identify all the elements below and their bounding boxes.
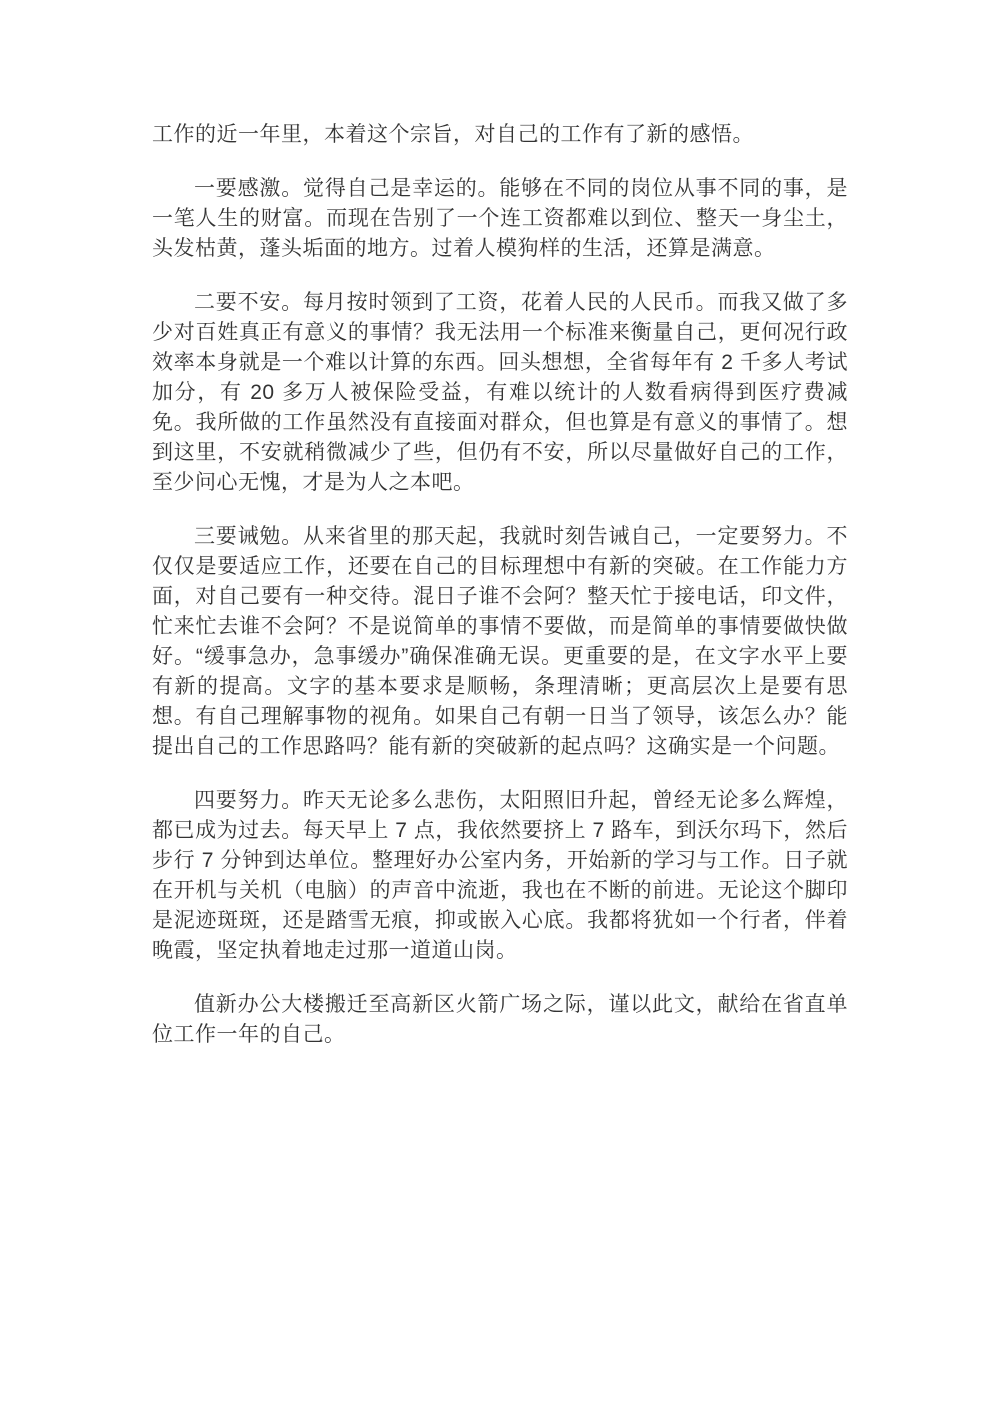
document-body	[152, 120, 848, 1050]
paragraph: 三要诫勉。从来省里的那天起，我就时刻告诫自己，一定要努力。不仅仅是要适应工作，还要在自己的目标理想中有新的突破。在工作能力方面，对自己要有一种交待。混日子谁不会阿？整天忙于接电话，印文件，忙来忙去谁不会阿？不是说简单的事情不要做，而是简单的事情要做快做好。“缓事急办，急事缓办”确保准确无误。更重要的是，在文字水平上要有新的提高。文字的基本要求是顺畅，条理清晰；更高层次上是要有思想。有自己理解事物的视角。如果自己有朝一日当了领导，该怎么办？能提出自己的工作思路吗？能有新的突破新的起点吗？这确实是一个问题。	[152, 525, 848, 758]
paragraph: 四要努力。昨天无论多么悲伤，太阳照旧升起，曾经无论多么辉煌，都已成为过去。每天早上 7 点，我依然要挤上 7 路车，到沃尔玛下，然后步行 7 分钟到达单位。整理好办公室内务，开始新的学习与工作。日子就在开机与关机（电脑）的声音中流逝，我也在不断的前进。无论这个脚印是泥迹斑斑，还是踏雪无痕，抑或嵌入心底。我都将犹如一个行者，伴着晚霞，坚定执着地走过那一道道山岗。	[152, 789, 848, 962]
paragraph: 值新办公大楼搬迁至高新区火箭广场之际，谨以此文，献给在省直单位工作一年的自己。	[152, 993, 848, 1046]
paragraph: 一要感激。觉得自己是幸运的。能够在不同的岗位从事不同的事，是一笔人生的财富。而现在告别了一个连工资都难以到位、整天一身尘土，头发枯黄，蓬头垢面的地方。过着人模狗样的生活，还算是满意。	[152, 177, 848, 260]
paragraph: 二要不安。每月按时领到了工资，花着人民的人民币。而我又做了多少对百姓真正有意义的事情？我无法用一个标准来衡量自己，更何况行政效率本身就是一个难以计算的东西。回头想想，全省每年有 2 千多人考试加分，有 20 多万人被保险受益，有难以统计的人数看病得到医疗费减免。我所做的工作虽然没有直接面对群众，但也算是有意义的事情了。想到这里，不安就稍微减少了些，但仍有不安，所以尽量做好自己的工作，至少问心无愧，才是为人之本吧。	[152, 291, 848, 494]
paragraph: 工作的近一年里，本着这个宗旨，对自己的工作有了新的感悟。	[152, 123, 754, 146]
